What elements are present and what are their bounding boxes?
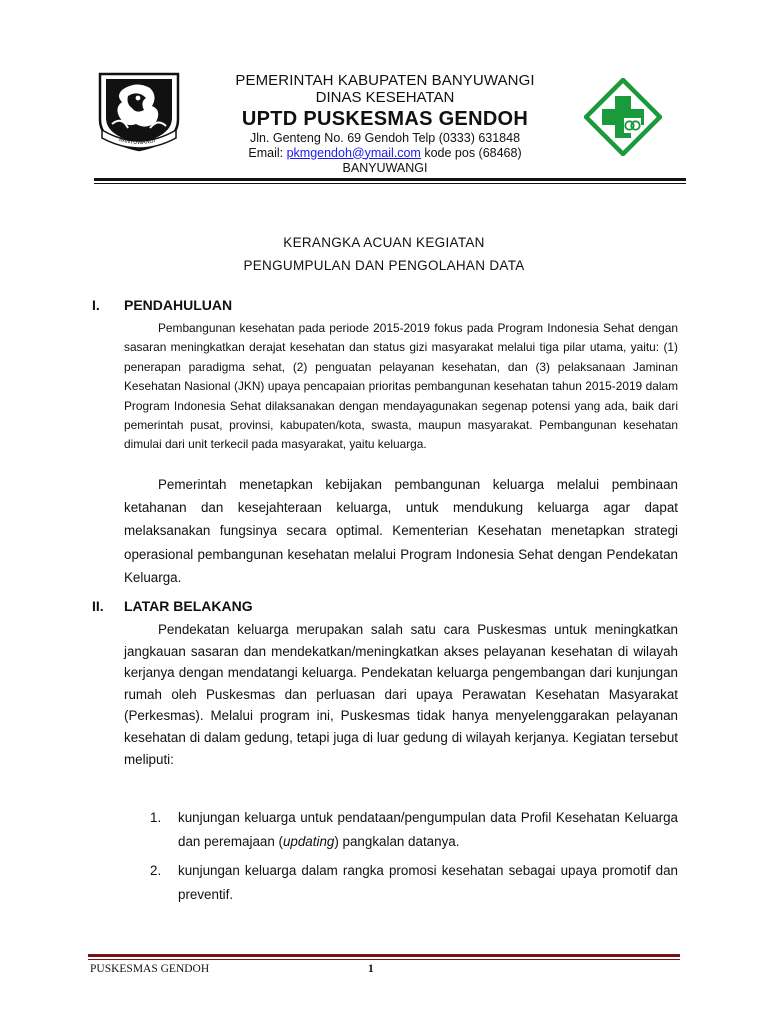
institution-name: UPTD PUSKESMAS GENDOH — [241, 107, 529, 130]
section-title: LATAR BELAKANG — [124, 598, 253, 614]
italic-term: updating — [282, 834, 335, 849]
letterhead-divider — [94, 178, 686, 181]
letterhead — [190, 72, 580, 176]
paragraph-pendahuluan-1: Pembangunan kesehatan pada periode 2015-2019 fokus pada Program Indonesia Sehat dengan sasaran meningkatkan derajat kesehatan dan status gizi masyarakat melalui tiga pilar utama, yaitu: (1) penerapan paradigma sehat, (2) penguatan pelayanan kesehatan, dan (3) pelaksanaan Jaminan Kesehatan Nasional (JKN) upaya pencapaian prioritas pembangunan kesehatan tahun 2015-2019 dalam Program Indonesia Sehat dilaksanakan dengan mendayagunakan segenap potensi yang ada, baik dari pemerintah pusat, provinsi, kabupaten/kota, swasta, maupun masyarakat. Pembangunan kesehatan dimulai dari unit terkecil pada masyarakat, yaitu keluarga. — [124, 321, 678, 452]
activity-list — [150, 806, 678, 912]
address-line: Jln. Genteng No. 69 Gendoh Telp (0333) 631848 — [249, 130, 521, 145]
email-link[interactable]: pkmgendoh@ymail.com — [286, 145, 421, 160]
footer-divider — [88, 954, 680, 957]
list-item — [150, 859, 678, 907]
section-number: II. — [92, 598, 104, 614]
city-line: BANYUWANGI — [342, 160, 428, 175]
list-text-part: ) pangkalan datanya. — [334, 834, 460, 849]
list-item-text — [178, 806, 678, 854]
government-name: PEMERINTAH KABUPATEN BANYUWANGI — [235, 72, 535, 89]
list-item — [150, 806, 678, 854]
section-title: PENDAHULUAN — [124, 297, 233, 313]
paragraph-latar-belakang: Pendekatan keluarga merupakan salah satu cara Puskesmas untuk meningkatkan jangkauan sasaran dan mendekatkan/meningkatkan akses pelayanan kesehatan di wilayah kerjanya dengan mendatangi keluarga. Pendekatan keluarga pengembangan dari kunjungan rumah oleh Puskesmas dan perluasan dari upaya Perawatan Kesehatan Masyarakat (Perkesmas). Melalui program ini, Puskesmas tidak hanya menyelenggarakan pelayanan kesehatan di dalam gedung, tetapi juga di luar gedung di wilayah kerjanya. Kegiatan tersebut meliputi: — [124, 622, 678, 767]
section-heading-latar-belakang — [92, 598, 253, 614]
list-number: 2. — [150, 863, 162, 878]
list-item-text: kunjungan keluarga dalam rangka promosi kesehatan sebagai upaya promotif dan preventif. — [178, 863, 678, 902]
email-label: Email: — [248, 145, 287, 160]
list-text-part: kunjungan keluarga untuk pendataan/pengumpulan data Profil Kesehatan Keluarga dan peremajaan ( — [178, 810, 678, 849]
page-number: 1 — [368, 963, 374, 975]
email-line — [190, 146, 580, 161]
list-number: 1. — [150, 810, 162, 825]
section-heading-pendahuluan — [92, 297, 232, 313]
document-title: KERANGKA ACUAN KEGIATAN — [283, 235, 485, 250]
footer-institution: PUSKESMAS GENDOH — [90, 963, 210, 975]
section-number: I. — [92, 297, 100, 313]
document-subtitle: PENGUMPULAN DAN PENGOLAHAN DATA — [243, 258, 525, 273]
emblem-motto: BANYUWANGI — [118, 136, 156, 147]
letterhead-divider-thin — [94, 183, 686, 184]
postal-code: kode pos (68468) — [420, 145, 522, 160]
agency-name: DINAS KESEHATAN — [315, 89, 455, 107]
banyuwangi-emblem-icon — [92, 68, 186, 154]
puskesmas-logo-icon — [584, 78, 662, 156]
footer-divider-thin — [88, 959, 680, 960]
paragraph-pendahuluan-2: Pemerintah menetapkan kebijakan pembangunan keluarga melalui pembinaan ketahanan dan kesejahteraan keluarga, untuk mendukung keluarga agar dapat melaksanakan fungsinya secara optimal. Kementerian Kesehatan menetapkan strategi operasional pembangunan kesehatan melalui Program Indonesia Sehat dengan Pendekatan Keluarga. — [124, 477, 678, 585]
